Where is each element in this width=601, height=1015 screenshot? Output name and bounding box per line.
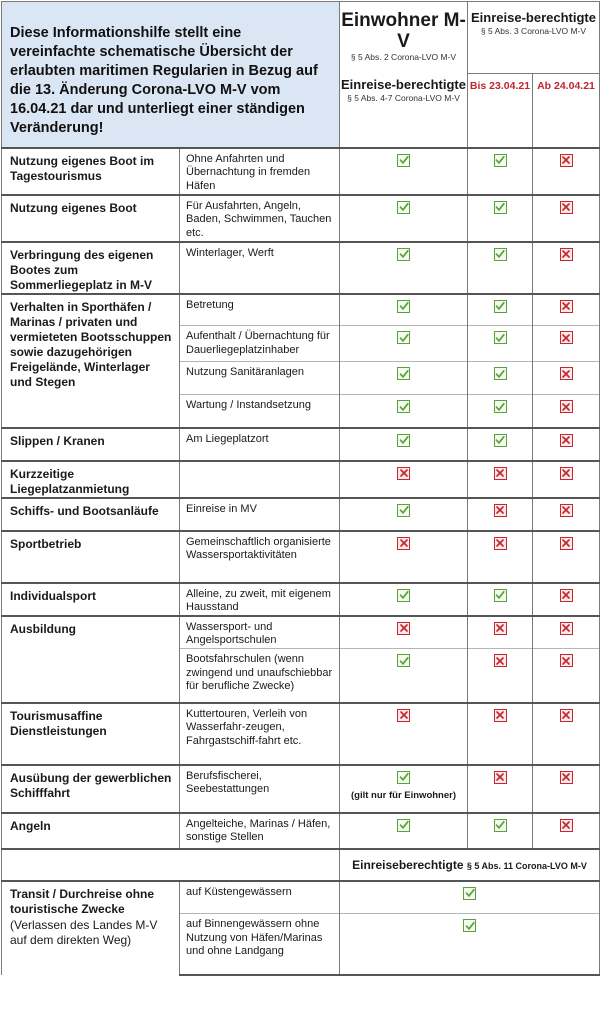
- cross-icon: [560, 467, 573, 480]
- table-row: [2, 616, 600, 649]
- status-cell-bis: [468, 395, 533, 428]
- check-icon: [397, 201, 410, 214]
- column-header-mv: [340, 2, 468, 148]
- cross-icon: [494, 537, 507, 550]
- check-icon: [397, 367, 410, 380]
- cross-icon: [494, 709, 507, 722]
- cross-icon: [560, 819, 573, 832]
- check-icon: [397, 400, 410, 413]
- status-cell-mv: [340, 649, 468, 703]
- row-description-text: auf Küstengewässern: [186, 885, 292, 898]
- status-cell-bis: [468, 326, 533, 362]
- row-description: [180, 914, 340, 975]
- row-description: [180, 362, 340, 395]
- check-icon: [397, 154, 410, 167]
- check-icon: [494, 589, 507, 602]
- status-cell-mv: [340, 765, 468, 813]
- cross-icon: [560, 654, 573, 667]
- check-icon: [397, 434, 410, 447]
- status-cell-mv: [340, 195, 468, 242]
- table-row: [2, 881, 600, 914]
- status-cell-ab: [533, 195, 600, 242]
- status-cell-bis: [468, 765, 533, 813]
- row-category-text: Nutzung eigenes Boot im Tagestourismus: [10, 153, 154, 183]
- status-cell-ab: [533, 395, 600, 428]
- cross-icon: [560, 331, 573, 344]
- column-header-einreise: [468, 2, 600, 74]
- status-cell-bis: [468, 195, 533, 242]
- check-icon: [463, 887, 476, 900]
- cross-icon: [560, 537, 573, 550]
- cross-icon: [494, 467, 507, 480]
- status-cell-ab: [533, 616, 600, 649]
- row-category-text: Tourismusaffine Dienstleistungen: [10, 708, 107, 738]
- row-category: [2, 428, 180, 461]
- row-description: [180, 195, 340, 242]
- row-category: [2, 148, 180, 195]
- row-category-text: Angeln: [10, 818, 51, 833]
- status-cell-ab: [533, 813, 600, 849]
- row-category: [2, 765, 180, 813]
- status-cell-mv: [340, 148, 468, 195]
- status-cell-transit: [340, 881, 600, 914]
- status-cell-mv: [340, 428, 468, 461]
- row-description-text: Ohne Anfahrten und Übernachtung in fremden Häfen: [186, 152, 311, 192]
- column-header-bis: Bis 23.04.21: [468, 74, 533, 148]
- column-header-ab: Ab 24.04.21: [533, 74, 600, 148]
- table-row: [2, 294, 600, 326]
- mv-title: Einwohner M-V: [341, 10, 466, 52]
- cross-icon: [560, 201, 573, 214]
- table-row: [2, 813, 600, 849]
- status-cell-mv: [340, 395, 468, 428]
- status-cell-ab: [533, 583, 600, 616]
- check-icon: [397, 300, 410, 313]
- row-category: [2, 195, 180, 242]
- row-category-text: Sportbetrieb: [10, 536, 82, 551]
- check-icon: [494, 300, 507, 313]
- status-cell-ab: [533, 765, 600, 813]
- status-cell-mv: [340, 362, 468, 395]
- cross-icon: [397, 537, 410, 550]
- row-description-text: Einreise in MV: [186, 502, 257, 515]
- row-category: [2, 242, 180, 294]
- mv-sub-title: Einreise-berechtigte: [341, 77, 466, 92]
- status-cell-bis: [468, 294, 533, 326]
- row-category-text: Slippen / Kranen: [10, 433, 105, 448]
- status-cell-mv: [340, 531, 468, 583]
- cross-icon: [494, 654, 507, 667]
- cross-icon: [560, 154, 573, 167]
- row-description-text: Für Ausfahrten, Angeln, Baden, Schwimmen, Tauchen etc.: [186, 199, 332, 239]
- row-description: [180, 531, 340, 583]
- status-cell-bis: [468, 498, 533, 531]
- row-category: [2, 583, 180, 616]
- status-cell-bis: [468, 428, 533, 461]
- row-description-text: Berufsfischerei, Seebestattungen: [186, 769, 270, 795]
- info-title: [2, 2, 340, 148]
- table-row: [2, 765, 600, 813]
- row-category: [2, 498, 180, 531]
- transit-category-note: (Verlassen des Landes M-V auf dem direkten Weg): [10, 917, 158, 947]
- status-cell-mv: [340, 703, 468, 765]
- mv-ref: § 5 Abs. 2 Corona-LVO M-V: [350, 52, 457, 62]
- row-category-text: Schiffs- und Bootsanläufe: [10, 503, 159, 518]
- row-category: [2, 294, 180, 428]
- status-cell-mv: [340, 461, 468, 498]
- check-icon: [494, 434, 507, 447]
- status-cell-bis: [468, 616, 533, 649]
- row-description-text: auf Binnengewässern ohne Nutzung von Häfen/Marinas und ohne Landgang: [186, 918, 323, 957]
- status-cell-ab: [533, 326, 600, 362]
- transit-header-spacer: [2, 849, 340, 881]
- cross-icon: [494, 771, 507, 784]
- row-category: [2, 616, 180, 703]
- table-row: [2, 703, 600, 765]
- row-description: [180, 813, 340, 849]
- row-description: [180, 649, 340, 703]
- check-icon: [397, 248, 410, 261]
- row-category-text: Individualsport: [10, 588, 97, 603]
- cross-icon: [560, 709, 573, 722]
- check-icon: [494, 248, 507, 261]
- row-description: [180, 461, 340, 498]
- status-cell-ab: [533, 531, 600, 583]
- cross-icon: [560, 400, 573, 413]
- transit-column-header: [340, 849, 600, 881]
- status-cell-mv: [340, 294, 468, 326]
- cross-icon: [560, 248, 573, 261]
- status-cell-mv: [340, 813, 468, 849]
- cross-icon: [560, 300, 573, 313]
- ein-ref: § 5 Abs. 3 Corona-LVO M-V: [480, 26, 587, 36]
- check-icon: [397, 819, 410, 832]
- check-icon: [397, 504, 410, 517]
- status-cell-bis: [468, 703, 533, 765]
- status-cell-ab: [533, 649, 600, 703]
- table-row: [2, 195, 600, 242]
- cross-icon: [560, 771, 573, 784]
- row-category: [2, 813, 180, 849]
- status-cell-ab: [533, 294, 600, 326]
- regulation-rows: [2, 148, 600, 849]
- status-cell-ab: [533, 148, 600, 195]
- cross-icon: [494, 504, 507, 517]
- cross-icon: [560, 504, 573, 517]
- cross-icon: [494, 622, 507, 635]
- check-icon: [494, 400, 507, 413]
- transit-header-row: [2, 849, 600, 881]
- check-icon: [494, 819, 507, 832]
- transit-category-text: Transit / Durchreise ohne touristische Zwecke: [10, 886, 155, 916]
- cross-icon: [397, 622, 410, 635]
- row-description-text: Gemeinschaftlich organisierte Wassersportaktivitäten: [186, 535, 331, 561]
- transit-category: [2, 881, 180, 975]
- status-cell-bis: [468, 362, 533, 395]
- row-description-text: Nutzung Sanitäranlagen: [186, 366, 305, 378]
- row-description: [180, 395, 340, 428]
- mv-sub-ref: § 5 Abs. 4-7 Corona-LVO M-V: [347, 93, 460, 103]
- row-description: [180, 326, 340, 362]
- row-description: [180, 616, 340, 649]
- row-description: [180, 583, 340, 616]
- check-icon: [397, 654, 410, 667]
- row-category-text: Nutzung eigenes Boot: [10, 200, 137, 215]
- status-cell-ab: [533, 461, 600, 498]
- status-cell-bis: [468, 813, 533, 849]
- transit-header-label: Einreiseberechtigte: [352, 857, 464, 872]
- row-category-text: Verbringung des eigenen Bootes zum Sommerliegeplatz in M-V: [10, 247, 154, 292]
- status-cell-ab: [533, 428, 600, 461]
- status-cell-ab: [533, 362, 600, 395]
- table-row: [2, 428, 600, 461]
- check-icon: [494, 154, 507, 167]
- table-row: [2, 242, 600, 294]
- row-description-text: Winterlager, Werft: [186, 246, 274, 259]
- row-description: [180, 148, 340, 195]
- cross-icon: [397, 467, 410, 480]
- row-description: [180, 294, 340, 326]
- cross-icon: [397, 709, 410, 722]
- status-cell-mv: [340, 616, 468, 649]
- regulation-table: [1, 1, 600, 976]
- row-description-text: Am Liegeplatzort: [186, 432, 269, 445]
- status-cell-bis: [468, 148, 533, 195]
- row-description-text: Kuttertouren, Verleih von Wasserfahr-zeugen, Fahrgastschiff-fahrt etc.: [186, 707, 308, 747]
- row-description-text: Aufenthalt / Übernachtung für Dauerliegeplatzinhaber: [186, 330, 330, 356]
- table-row: [2, 531, 600, 583]
- status-cell-mv: [340, 326, 468, 362]
- row-description: [180, 242, 340, 294]
- row-description-text: Bootsfahrschulen (wenn zwingend und unaufschiebbar für berufliche Zwecke): [186, 653, 333, 692]
- status-cell-ab: [533, 703, 600, 765]
- check-icon: [494, 331, 507, 344]
- status-cell-ab: [533, 498, 600, 531]
- table-row: [2, 461, 600, 498]
- check-icon: [397, 589, 410, 602]
- cross-icon: [560, 622, 573, 635]
- row-category-text: Ausbildung: [10, 621, 76, 636]
- status-cell-ab: [533, 242, 600, 294]
- check-icon: [494, 367, 507, 380]
- status-cell-mv: [340, 498, 468, 531]
- row-category-text: Kurzzeitige Liegeplatzanmietung: [10, 466, 130, 496]
- status-cell-bis: [468, 531, 533, 583]
- row-category-text: Verhalten in Sporthäfen / Marinas / privaten und vermieteten Bootsschuppen sowie dazugehörigen Freigelände, Winterlager und Stegen: [10, 299, 172, 389]
- check-icon: [397, 331, 410, 344]
- row-description: [180, 428, 340, 461]
- table-row: [2, 498, 600, 531]
- table-row: [2, 583, 600, 616]
- row-category: [2, 703, 180, 765]
- transit-section: [2, 849, 600, 975]
- status-cell-bis: [468, 461, 533, 498]
- status-cell-bis: [468, 649, 533, 703]
- status-cell-mv: [340, 583, 468, 616]
- check-icon: [463, 919, 476, 932]
- status-cell-bis: [468, 242, 533, 294]
- row-category-text: Ausübung der gewerblichen Schifffahrt: [10, 770, 172, 800]
- row-description-text: Alleine, zu zweit, mit eigenem Hausstand: [186, 587, 331, 613]
- row-description: [180, 765, 340, 813]
- status-cell-bis: [468, 583, 533, 616]
- check-icon: [397, 771, 410, 784]
- row-description: [180, 498, 340, 531]
- row-description: [180, 881, 340, 914]
- cross-icon: [560, 367, 573, 380]
- status-note: (gilt nur für Einwohner): [350, 789, 456, 801]
- transit-header-ref: § 5 Abs. 11 Corona-LVO M-V: [466, 860, 587, 871]
- cross-icon: [560, 434, 573, 447]
- status-cell-transit: [340, 914, 600, 975]
- row-description: [180, 703, 340, 765]
- ein-title: Einreise-berechtigte: [471, 10, 596, 25]
- row-description-text: Betretung: [186, 298, 234, 311]
- check-icon: [494, 201, 507, 214]
- row-description-text: Wartung / Instandsetzung: [186, 399, 311, 411]
- row-description-text: Angelteiche, Marinas / Häfen, sonstige Stellen: [186, 817, 331, 843]
- row-description-text: Wassersport- und Angelsportschulen: [186, 620, 277, 646]
- cross-icon: [560, 589, 573, 602]
- row-category: [2, 461, 180, 498]
- status-cell-mv: [340, 242, 468, 294]
- row-category: [2, 531, 180, 583]
- info-title-text: Diese Informationshilfe stellt eine vereinfachte schematische Übersicht der erlaubten maritimen Regularien in Bezug auf die 13. Änderung Corona-LVO M-V vom 16.04.21 dar und unterliegt einer ständigen Veränderung!: [10, 25, 318, 136]
- table-row: [2, 148, 600, 195]
